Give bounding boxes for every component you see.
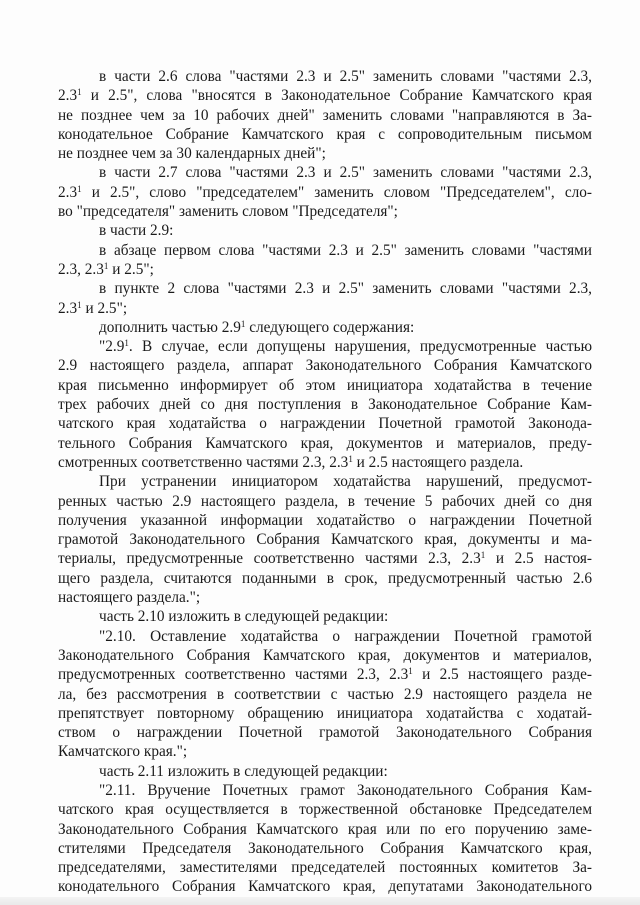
text-line: териалы, предусмотренные соответственно частями 2.3, $2.3^1$ и 2.5 настоя- bbox=[58, 550, 592, 568]
text-line: чатского края ходатайства о награждении Почетной грамотой Законода- bbox=[58, 415, 592, 433]
text-line: трех рабочих дней со дня поступления в Законодательное Собрание Кам- bbox=[58, 396, 592, 414]
text-line: не позднее чем за 10 рабочих дней" заменить словами "направляются в За- bbox=[58, 106, 592, 124]
text-line: щего раздела, считаются поданными в срок, предусмотренный частью 2.6 bbox=[58, 569, 592, 587]
text-line: При устранении инициатором ходатайства нарушений, предусмот- bbox=[99, 473, 592, 491]
text-line: не позднее чем за 30 календарных дней"; bbox=[58, 145, 326, 163]
page-bottom-edge bbox=[0, 897, 640, 905]
text-line: $2.3^1$ и 2.5"; bbox=[58, 299, 128, 317]
text-line: "2.11. Вручение Почетных грамот Законодательного Собрания Кам- bbox=[99, 781, 592, 799]
text-line: края письменно информирует об этом инициатора ходатайства в течение bbox=[58, 376, 592, 394]
text-line: тельного Собрания Камчатского края, документов и материалов, преду- bbox=[58, 434, 592, 452]
text-line: в части 2.9: bbox=[99, 222, 174, 240]
text-line: ренных частью 2.9 настоящего раздела, в течение 5 рабочих дней со дня bbox=[58, 492, 592, 510]
text-line: стителями Председателя Законодательного Собрания Камчатского края, bbox=[58, 839, 592, 857]
document-body bbox=[58, 67, 592, 897]
text-line: Законодательного Собрания Камчатского края или по его поручению заме- bbox=[58, 820, 592, 838]
text-line: 2.3, $2.3^1$ и 2.5"; bbox=[58, 260, 154, 278]
text-line: $2.3^1$ и 2.5", слово "председателем" заменить словом "Председателем", сло- bbox=[58, 183, 592, 201]
text-line: дополнить частью $2.9^1$ следующего содержания: bbox=[99, 318, 415, 336]
text-line: часть 2.11 изложить в следующей редакции: bbox=[99, 762, 388, 780]
text-line: $2.3^1$ и 2.5", слова "вносятся в Законодательное Собрание Камчатского края bbox=[58, 87, 592, 105]
text-line: в части 2.6 слова "частями 2.3 и 2.5" заменить словами "частями 2.3, bbox=[99, 68, 592, 85]
text-line: Законодательного Собрания Камчатского края, документов и материалов, bbox=[58, 646, 592, 664]
text-line: в пункте 2 слова "частями 2.3 и 2.5" заменить словами "частями 2.3, bbox=[99, 280, 592, 298]
text-line: часть 2.10 изложить в следующей редакции: bbox=[99, 608, 389, 626]
text-line: настоящего раздела."; bbox=[58, 589, 201, 607]
text-line: в абзаце первом слова "частями 2.3 и 2.5" заменить словами "частями bbox=[99, 241, 592, 259]
text-line: председателями, заместителями председателей постоянных комитетов За- bbox=[58, 859, 592, 877]
text-line: предусмотренных соответственно частями 2.3, $2.3^1$ и 2.5 настоящего разде- bbox=[58, 666, 592, 684]
text-line: получения указанной информации ходатайство о награждении Почетной bbox=[58, 511, 592, 529]
text-line: ла, без рассмотрения в соответствии с частью 2.9 настоящего раздела не bbox=[58, 685, 592, 703]
text-line: чатского края осуществляется в торжественной обстановке Председателем bbox=[58, 801, 592, 819]
text-line: грамотой Законодательного Собрания Камчатского края, документы и ма- bbox=[58, 531, 592, 549]
text-line: "$2.9^1$. В случае, если допущены нарушения, предусмотренные частью bbox=[99, 338, 592, 356]
text-line: конодательного Собрания Камчатского края, депутатами Законодательного bbox=[58, 878, 592, 896]
text-line: 2.9 настоящего раздела, аппарат Законодательного Собрания Камчатского bbox=[58, 357, 592, 375]
text-line: "2.10. Оставление ходатайства о награждении Почетной грамотой bbox=[99, 627, 592, 645]
text-line: препятствует повторному обращению инициатора ходатайства с ходатай- bbox=[58, 704, 592, 722]
text-line: в части 2.7 слова "частями 2.3 и 2.5" заменить словами "частями 2.3, bbox=[99, 164, 592, 182]
text-line: смотренных соответственно частями 2.3, $2.3^1$ и 2.5 настоящего раздела. bbox=[58, 453, 524, 471]
text-line: конодательное Собрание Камчатского края с сопроводительным письмом bbox=[58, 125, 592, 143]
text-line: во "председателя" заменить словом "Председателя"; bbox=[58, 203, 398, 221]
text-line: Камчатского края."; bbox=[58, 743, 188, 761]
text-line: ством о награждении Почетной грамотой Законодательного Собрания bbox=[58, 724, 592, 742]
